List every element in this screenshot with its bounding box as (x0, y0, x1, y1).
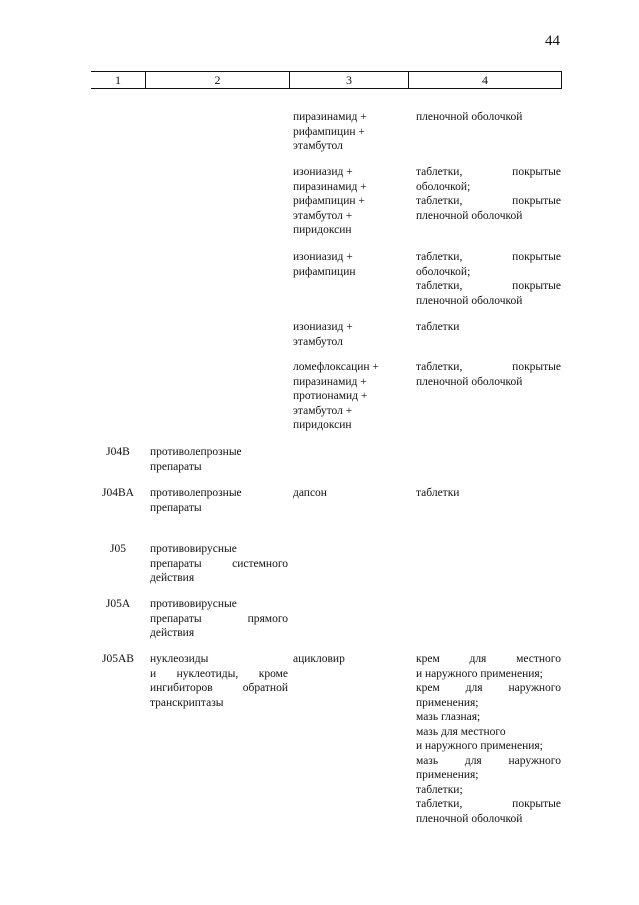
cell-line: таблетки, покрытые (416, 798, 561, 810)
cell-line: противовирусные (150, 543, 237, 555)
cell-line: нуклеозиды (150, 653, 209, 665)
cell-line: дапсон (293, 487, 327, 499)
cell-line: препараты (150, 501, 202, 514)
header-col-1: 1 (115, 73, 121, 87)
cell-line: пиридоксин (293, 419, 352, 431)
atc-group-name (150, 652, 288, 710)
cell-line: и наружного применения; (416, 740, 543, 752)
table-header (91, 71, 562, 89)
cell-line: мазь для местного (416, 725, 506, 738)
cell-line: мазь глазная; (416, 711, 481, 723)
cell-line: изониазид + (293, 251, 353, 263)
cell-line: ацикловир (293, 653, 345, 665)
cell-line: применения; (416, 696, 479, 709)
atc-group-name (150, 486, 288, 515)
dosage-form (416, 486, 561, 501)
cell-line: таблетки (416, 321, 460, 333)
cell-line: ломефлоксацин + (293, 361, 379, 373)
dosage-form (416, 320, 561, 335)
cell-line: этамбутол (293, 335, 343, 348)
cell-line: противовирусные (150, 598, 237, 610)
cell-line: противолепрозные (150, 487, 242, 499)
header-col-4: 4 (408, 72, 562, 88)
cell-line: препараты системного (150, 557, 288, 570)
dosage-form (416, 165, 561, 223)
cell-line: и нуклеотиды, кроме (150, 667, 288, 680)
header-col-3: 3 (289, 72, 408, 88)
page-number: 44 (545, 33, 560, 49)
cell-line: пиразинамид + (293, 180, 367, 193)
atc-code: J04B (106, 446, 130, 458)
drug-name (293, 486, 399, 501)
cell-line: этамбутол (293, 140, 343, 152)
cell-line: изониазид + (293, 166, 353, 178)
cell-line: таблетки, покрытые (416, 280, 561, 292)
cell-line: оболочкой; (416, 180, 471, 193)
cell-line: рифампицин + (293, 195, 365, 207)
cell-line: этамбутол + (293, 209, 353, 222)
cell-line: оболочкой; (416, 265, 471, 278)
cell-line: действия (150, 572, 195, 584)
cell-line: пленочной оболочкой (416, 812, 523, 825)
cell-line: пиразинамид + (293, 111, 367, 123)
cell-line: таблетки, покрытые (416, 361, 561, 373)
cell-line: рифампицин (293, 265, 356, 278)
cell-line: рифампицин + (293, 125, 365, 138)
cell-line: изониазид + (293, 321, 353, 333)
atc-group-name (150, 445, 288, 474)
atc-code: J05AB (102, 653, 134, 665)
cell-line: таблетки; (416, 783, 463, 796)
cell-line: препараты прямого (150, 612, 288, 625)
drug-name (293, 250, 399, 279)
cell-line: применения; (416, 769, 479, 781)
atc-code: J05 (110, 543, 126, 555)
cell-line: таблетки, покрытые (416, 166, 561, 178)
cell-line: крем для наружного (416, 682, 561, 694)
cell-line: противолепрозные (150, 446, 242, 458)
drug-name (293, 320, 399, 349)
cell-line: пленочной оболочкой (416, 375, 523, 388)
cell-line: пиридоксин (293, 224, 352, 236)
cell-line: протионамид + (293, 390, 368, 402)
atc-code: J04BA (102, 487, 134, 499)
atc-code: J05A (105, 598, 131, 610)
cell-line: крем для местного (416, 653, 561, 665)
cell-line: пленочной оболочкой (416, 111, 523, 123)
drug-name (293, 360, 399, 433)
atc-group-name (150, 597, 288, 641)
dosage-form (416, 360, 561, 389)
cell-line: препараты (150, 460, 202, 473)
drug-name (293, 165, 399, 238)
dosage-form (416, 110, 561, 125)
cell-line: транскриптазы (150, 696, 224, 709)
cell-line: ингибиторов обратной (150, 682, 288, 694)
cell-line: таблетки (416, 487, 460, 499)
drug-name (293, 652, 399, 667)
cell-line: и наружного применения; (416, 667, 543, 680)
cell-line: этамбутол + (293, 404, 353, 417)
header-col-2: 2 (145, 72, 289, 88)
dosage-form (416, 250, 561, 308)
cell-line: пиразинамид + (293, 375, 367, 388)
cell-line: действия (150, 627, 195, 639)
cell-line: таблетки, покрытые (416, 195, 561, 207)
cell-line: таблетки, покрытые (416, 251, 561, 263)
cell-line: мазь для наружного (416, 754, 561, 767)
atc-group-name (150, 542, 288, 586)
drug-name (293, 110, 399, 154)
dosage-form (416, 652, 561, 826)
cell-line: пленочной оболочкой (416, 294, 523, 307)
cell-line: пленочной оболочкой (416, 209, 523, 222)
